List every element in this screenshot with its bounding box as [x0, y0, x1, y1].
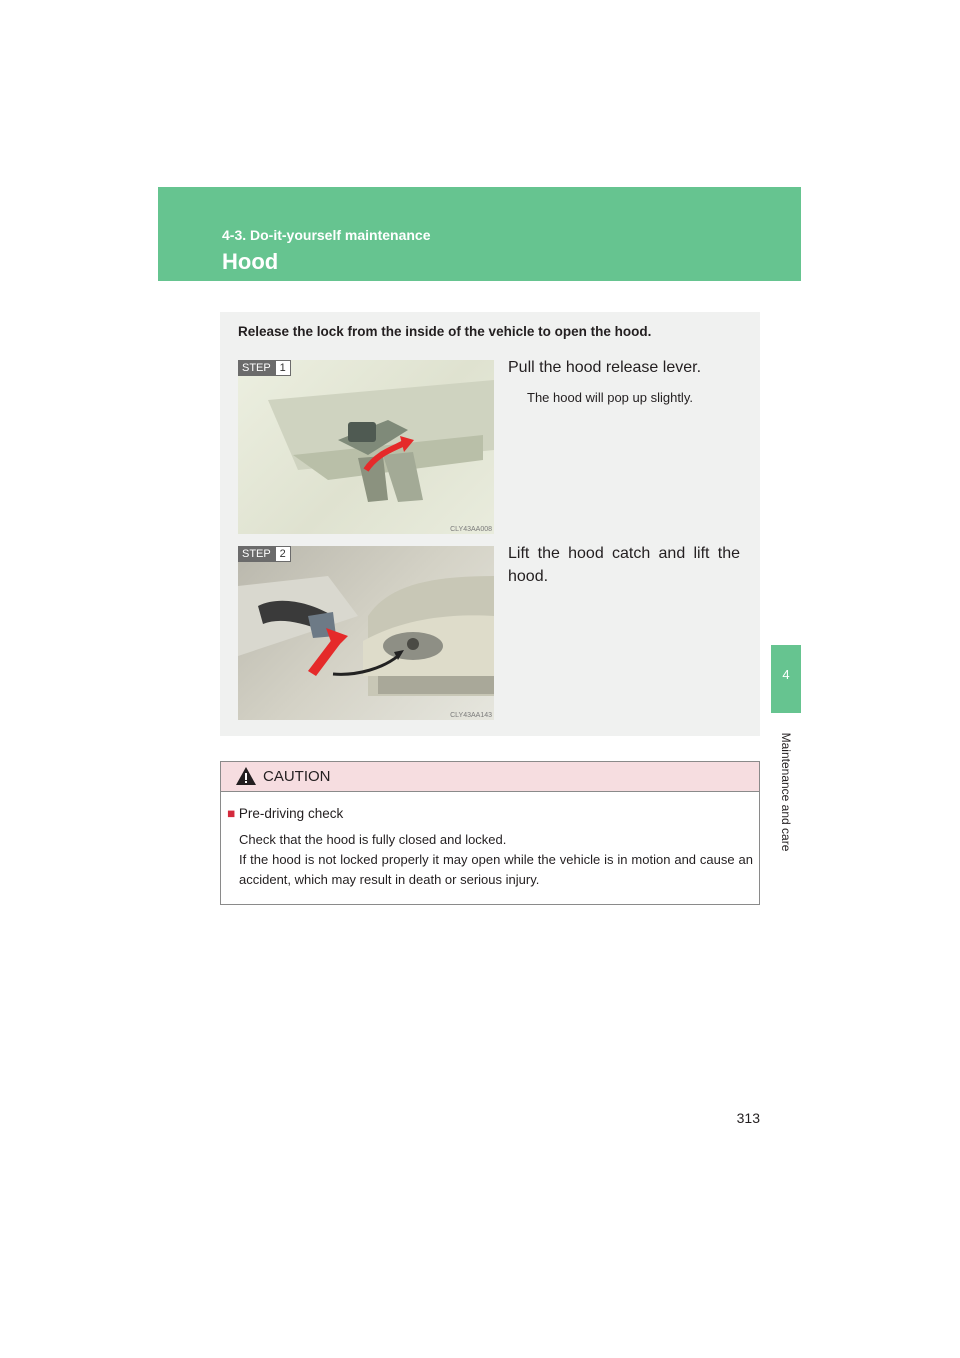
step-1-badge-word: STEP: [238, 360, 275, 376]
chapter-number: 4: [782, 667, 790, 682]
intro-text: Release the lock from the inside of the vehicle to open the hood.: [238, 324, 652, 339]
step-1-text: Pull the hood release lever.: [508, 359, 702, 376]
caution-subheading-marker: ■: [227, 806, 236, 821]
step-2-illustration: [238, 546, 494, 720]
procedure-panel: [220, 312, 760, 736]
step-2-text: Lift the hood catch and lift the hood.: [508, 545, 740, 585]
warning-triangle-icon: [235, 766, 257, 791]
caution-line-1: Check that the hood is fully closed and locked.: [239, 832, 507, 847]
step-1-note: The hood will pop up slightly.: [527, 390, 693, 405]
caution-body: [239, 830, 753, 890]
step-2-badge-number: 2: [275, 546, 291, 562]
section-header: [158, 187, 801, 281]
step-1-illustration: [238, 360, 494, 534]
hood-catch-lift-image: [238, 546, 494, 720]
caution-line-2: If the hood is not locked properly it may open while the vehicle is in motion and cause an accident, which may result in death or serious injury.: [239, 852, 753, 887]
page-number: 313: [736, 1110, 760, 1126]
caution-subheading: [227, 806, 343, 821]
chapter-tab: [771, 645, 801, 713]
step-2-badge-word: STEP: [238, 546, 275, 562]
step-1-badge-number: 1: [275, 360, 291, 376]
step-1-figure-code: CLY43AA008: [450, 526, 492, 533]
caution-title: CAUTION: [263, 768, 331, 785]
hood-release-lever-image: [238, 360, 494, 534]
section-label: 4-3. Do-it-yourself maintenance: [222, 227, 431, 243]
step-2-badge: [238, 546, 291, 562]
step-2-figure-code: CLY43AA143: [450, 712, 492, 719]
caution-box: [220, 761, 760, 905]
chapter-label: Maintenance and care: [779, 732, 793, 852]
caution-header: [221, 762, 759, 792]
caution-subheading-text: Pre-driving check: [238, 806, 344, 821]
page-title: Hood: [222, 249, 279, 274]
step-1-badge: [238, 360, 291, 376]
